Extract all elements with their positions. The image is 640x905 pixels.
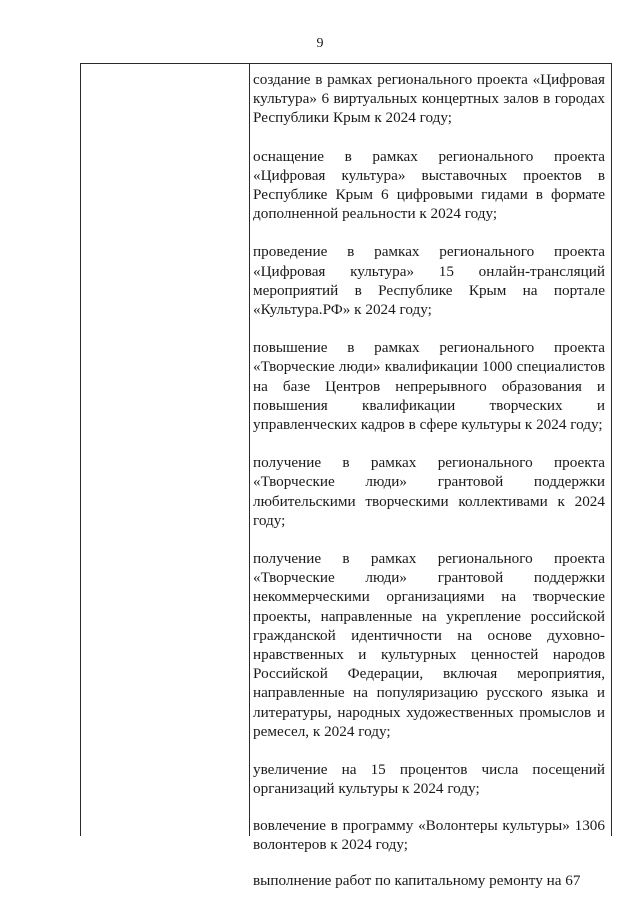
list-item: получение в рамках регионального проекта «Творческие люди» грантовой поддержки некоммерческими организациями на творческие проекты, направленные на укрепление российской гражданской идентичности на основе духовно-нравственных и культурных ценностей народов Российской Федерации, включая мероприятия, направленные на популяризацию русского языка и литературы, народных художественных промыслов и ремесел, к 2024 году; [253,550,605,740]
table-left-column [81,64,250,836]
table-right-column [253,70,605,890]
list-item: вовлечение в программу «Волонтеры культуры» 1306 волонтеров к 2024 году; [253,816,605,853]
list-item: оснащение в рамках регионального проекта «Цифровая культура» выставочных проектов в Республике Крым 6 цифровыми гидами в формате дополненной реальности к 2024 году; [253,147,605,223]
list-item: создание в рамках регионального проекта «Цифровая культура» 6 виртуальных концертных залов в городах Республики Крым к 2024 году; [253,71,605,127]
list-item: проведение в рамках регионального проекта «Цифровая культура» 15 онлайн-трансляций мероприятий в Республике Крым на портале «Культура.РФ» к 2024 году; [253,243,605,319]
list-item: получение в рамках регионального проекта «Творческие люди» грантовой поддержки любительскими творческими коллективами к 2024 году; [253,454,605,529]
list-item: повышение в рамках регионального проекта «Творческие люди» квалификации 1000 специалистов на базе Центров непрерывного образования и повышения квалификации творческих и управленческих кадров в сфере культуры к 2024 году; [253,339,605,434]
list-item: выполнение работ по капитальному ремонту на 67 [253,871,581,889]
list-item: увеличение на 15 процентов числа посещений организаций культуры к 2024 году; [253,761,605,798]
page-number: 9 [316,36,324,51]
document-table [80,63,612,889]
